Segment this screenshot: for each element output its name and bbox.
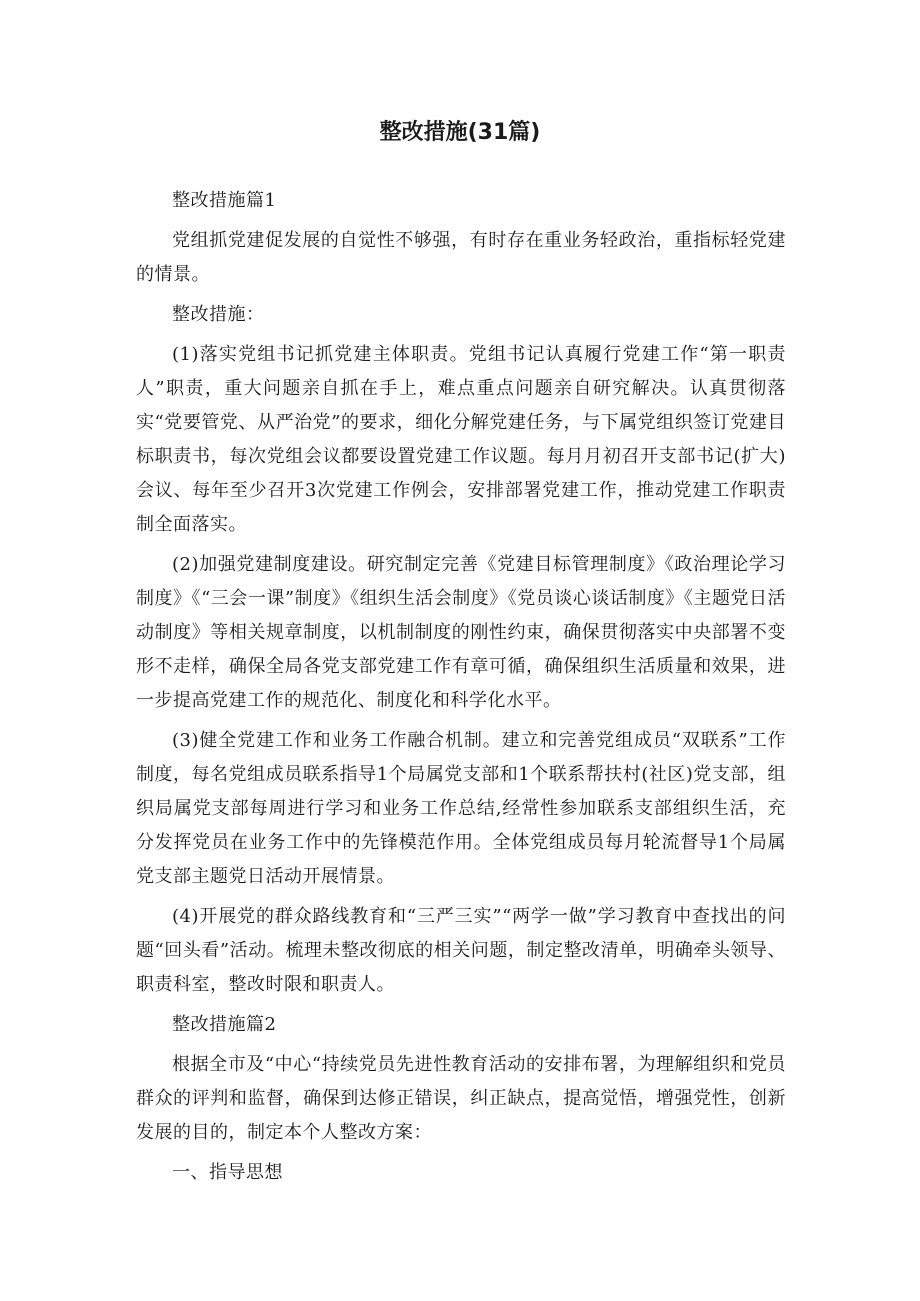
- body-paragraph: 党组抓党建促发展的自觉性不够强，有时存在重业务轻政治，重指标轻党建的情景。: [136, 230, 786, 285]
- body-paragraph: (1)落实党组书记抓党建主体职责。党组书记认真履行党建工作“第一职责人”职责，重大问题亲自抓在手上，难点重点问题亲自研究解决。认真贯彻落实“党要管党、从严治党”的要求，细化分解党建任务，与下属党组织签订党建目标职责书，每次党组会议都要设置党建工作议题。每月月初召开支部书记(扩大)会议、每年至少召开3次党建工作例会，安排部署党建工作，推动党建工作职责制全面落实。: [136, 344, 786, 535]
- section-heading: 整改措施篇1: [172, 190, 277, 211]
- body-paragraph: (3)健全党建工作和业务工作融合机制。建立和完善党组成员“双联系”工作制度，每名党组成员联系指导1个局属党支部和1个联系帮扶村(社区)党支部，组织局属党支部每周进行学习和业务工作总结,经常性参加联系支部组织生活，充分发挥党员在业务工作中的先锋模范作用。全体党组成员每月轮流督导1个局属党支部主题党日活动开展情景。: [136, 730, 786, 887]
- document-body: [136, 184, 786, 1196]
- document-title: 整改措施(31篇): [379, 120, 541, 145]
- body-paragraph: (4)开展党的群众路线教育和“三严三实”“两学一做”学习教育中查找出的问题“回头看”活动。梳理未整改彻底的相关问题，制定整改清单，明确牵头领导、职责科室，整改时限和职责人。: [136, 906, 786, 995]
- section-heading: 一、指导思想: [172, 1162, 283, 1183]
- body-paragraph: 根据全市及“中心“持续党员先进性教育活动的安排布署，为理解组织和党员群众的评判和监督，确保到达修正错误，纠正缺点，提高觉悟，增强党性，创新发展的目的，制定本个人整改方案：: [136, 1054, 786, 1143]
- section-heading: 整改措施篇2: [172, 1014, 277, 1035]
- body-paragraph: (2)加强党建制度建设。研究制定完善《党建目标管理制度》《政治理论学习制度》《“三会一课”制度》《组织生活会制度》《党员谈心谈话制度》《主题党日活动制度》等相关规章制度，以机制制度的刚性约束，确保贯彻落实中央部署不变形不走样，确保全局各党支部党建工作有章可循，确保组织生活质量和效果，进一步提高党建工作的规范化、制度化和科学化水平。: [136, 554, 786, 711]
- section-heading: 整改措施：: [172, 304, 265, 325]
